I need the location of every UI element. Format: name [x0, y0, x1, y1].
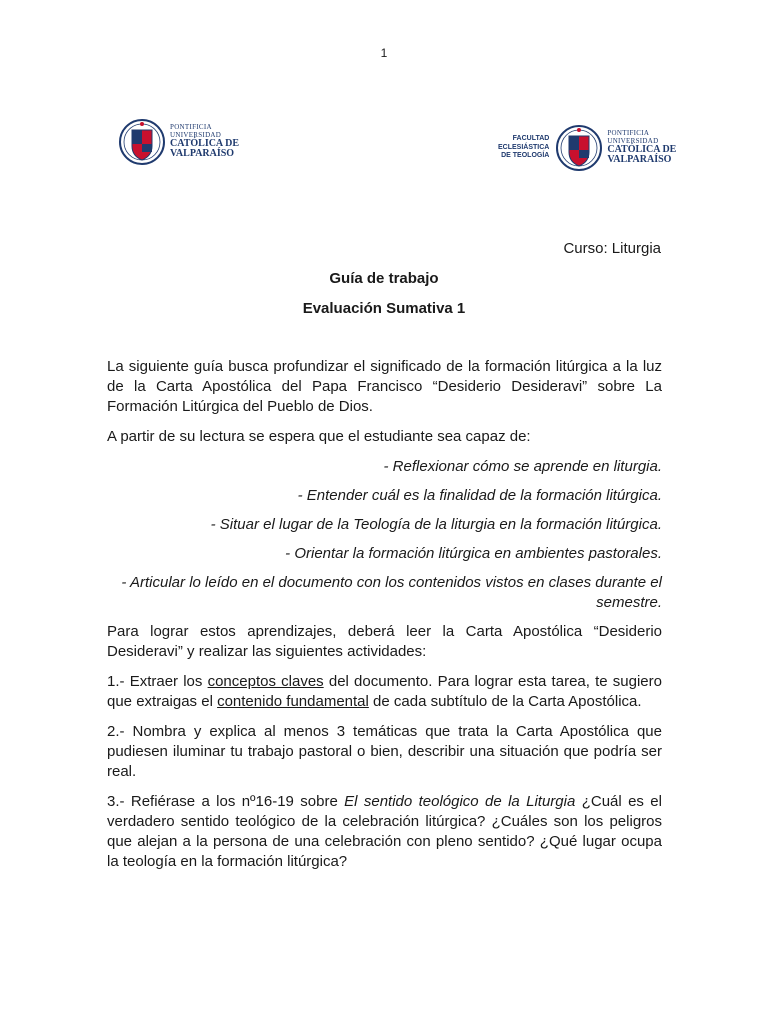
activity-3: [107, 792, 662, 872]
underlined-term: conceptos claves: [207, 673, 324, 690]
italic-term: El sentido teológico de la Liturgia: [344, 793, 576, 810]
document-subtitle: Evaluación Sumativa 1: [302, 300, 466, 317]
logo-line: UNIVERSIDAD: [170, 130, 222, 139]
logo-line: PONTIFICIA: [607, 129, 650, 138]
activity-text: 3.- Refiérase a los nº16-19 sobre: [107, 793, 345, 810]
faculty-logo-right: [498, 122, 676, 174]
objective-item: - Entender cuál es la finalidad de la formación litúrgica.: [297, 487, 662, 504]
faculty-line: ECLESIÁSTICA: [498, 143, 550, 151]
activity-text: de cada subtítulo de la Carta Apostólica.: [368, 693, 642, 710]
university-crest-icon: [555, 122, 603, 174]
faculty-line: DE TEOLOGÍA: [501, 152, 550, 160]
activity-text: 1.- Extraer los: [107, 673, 208, 690]
instructions-paragraph: Para lograr estos aprendizajes, deberá leer la Carta Apostólica “Desiderio Desideravi” y realizar las siguientes actividades:: [107, 623, 662, 660]
activity-text: ¿Cuál es el verdadero sentido teológico de la celebración litúrgica? ¿Cuáles son los peligros que alejan a la persona de una celebración con pleno sentido? ¿Qué lugar ocupa la teología en la formación litúrgica?: [107, 793, 662, 870]
objective-item: - Orientar la formación litúrgica en ambientes pastorales.: [285, 545, 662, 562]
document-body: [107, 357, 662, 882]
activity-1: [107, 672, 662, 712]
page-number: 1: [380, 46, 388, 60]
university-crest-icon: [118, 116, 166, 168]
university-name: [607, 130, 676, 166]
faculty-line: FACULTAD: [512, 134, 550, 142]
logo-line: VALPARAÍSO: [607, 154, 672, 166]
objective-item: - Reflexionar cómo se aprende en liturgia.: [383, 458, 662, 475]
logo-line: CATÓLICA DE: [170, 137, 239, 149]
university-logo-left: [118, 116, 239, 168]
expectation-paragraph: A partir de su lectura se espera que el estudiante sea capaz de:: [107, 428, 531, 445]
objective-item: - Situar el lugar de la Teología de la liturgia en la formación litúrgica.: [210, 516, 662, 533]
intro-paragraph: La siguiente guía busca profundizar el significado de la formación litúrgica a la luz de la Carta Apostólica del Papa Francisco “Desiderio Desideravi” sobre La Formación Litúrgica del Pueblo de Dios.: [107, 358, 662, 415]
logo-line: CATÓLICA DE: [607, 143, 677, 155]
activity-2: 2.- Nombra y explica al menos 3 temáticas que trata la Carta Apostólica que pudiesen iluminar tu trabajo pastoral o bien, describir una situación que podría ser real.: [107, 723, 662, 780]
logo-line: PONTIFICIA: [170, 123, 212, 132]
faculty-name: [498, 135, 549, 161]
objective-item: - Articular lo leído en el documento con los contenidos vistos en clases durante el semestre.: [121, 574, 662, 611]
underlined-term: contenido fundamental: [217, 693, 369, 710]
logo-line: VALPARAÍSO: [170, 148, 235, 160]
activity-text: del documento. Para lograr esta tarea, te sugiero que extraigas el: [107, 673, 662, 710]
course-label: Curso: Liturgia: [563, 240, 661, 257]
university-name: [170, 124, 239, 160]
document-title: Guía de trabajo: [329, 270, 439, 287]
logo-line: UNIVERSIDAD: [607, 136, 659, 145]
